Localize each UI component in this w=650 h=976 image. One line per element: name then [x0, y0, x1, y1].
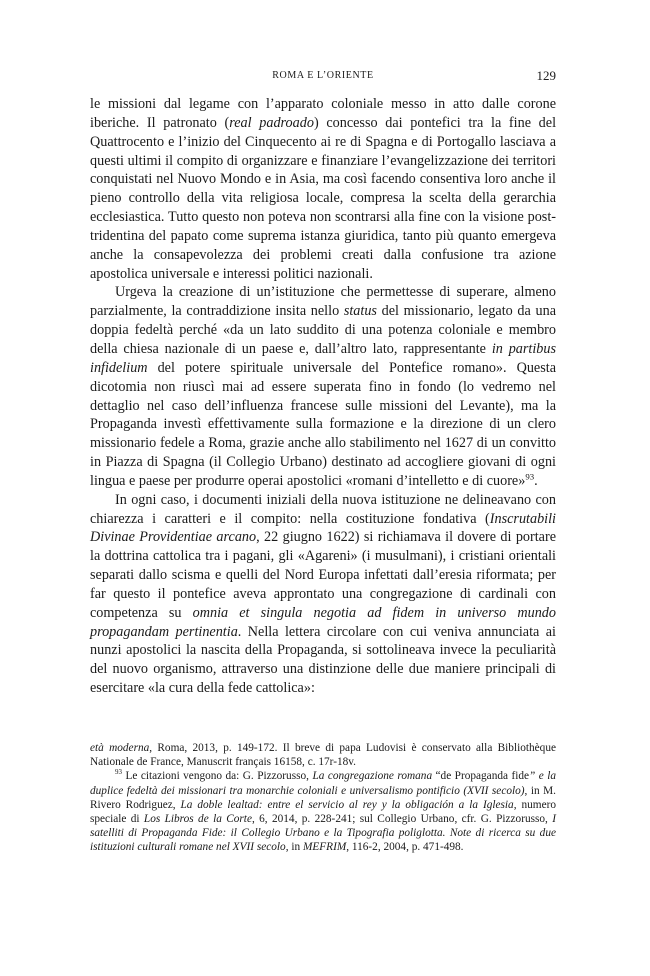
footnote-ref: 93	[525, 471, 535, 482]
italic-text: real padroado	[229, 114, 314, 131]
italic-text: MEFRIM	[302, 841, 347, 854]
footnote-continuation: età moderna, Roma, 2013, p. 149-172. Il breve di papa Ludovisi è conservato alla Bibliothèque Nationale de France, Manuscrit français 16158, c. 17r-18v.	[90, 742, 556, 769]
page-number: 129	[536, 68, 556, 83]
italic-text: in partibus infidelium	[90, 340, 556, 376]
running-title: ROMA E L’ORIENTE	[272, 70, 374, 81]
italic-text: età moderna	[90, 742, 150, 754]
italic-text: Los Libros de la Corte	[143, 813, 252, 826]
paragraph-2: Urgeva la creazione di un’istituzione che permettesse di superare, almeno parzialmente, la contraddizione insita nello status del missionario, legato da una doppia fedeltà perché «da un lato suddito di una potenza coloniale e membro della chiesa nazionale di un paese e, dall’altro lato, rappresentante in partibus infidelium del potere spirituale universale del Pontefice romano». Questa dicotomia non riuscì mai ad essere superata fino in fondo (lo vedremo nel dettaglio nel caso dell’influenza francese sulle missioni del Levante), ma la Propaganda investì effettivamente sulla formazione e la direzione di un clero missionario fedele a Roma, grazie anche allo stabilimento nel 1627 di un convitto in Piazza di Spagna (il Collegio Urbano) destinato ad accogliere giovani di ogni lingua e paese per produrre operai apostolici «romani d’intelletto e di cuore»$^{93}$.	[90, 284, 556, 489]
italic-text: omnia et singula negotia ad fidem in universo mundo propagandam pertinentia	[90, 604, 556, 640]
page-header	[90, 68, 556, 86]
footnote-93: $^{93}$ Le citazioni vengono da: G. Pizzorusso, La congregazione romana “de Propaganda fide” e la duplice fedeltà dei missionari tra monarchie coloniali e universalismo pontificio (XVII secolo), in M. Rivero Rodriguez, La doble lealtad: entre el servicio al rey y la obligación a la Iglesia, numero speciale di Los Libros de la Corte, 6, 2014, p. 228-241; sul Collegio Urbano, cfr. G. Pizzorusso, I satelliti di Propaganda Fide: il Collegio Urbano e la Tipografia poliglotta. Note di ricerca su due istituzioni culturali romane nel XVII secolo, in MEFRIM, 116-2, 2004, p. 471-498.	[90, 768, 557, 854]
italic-text: La doble lealtad: entre el servicio al rey y la obligación a la Iglesia	[180, 798, 514, 811]
footnotes	[90, 741, 556, 855]
footnote-ref: 93	[115, 768, 122, 777]
paragraph-1: le missioni dal legame con l’apparato coloniale messo in atto dalle corone iberiche. Il patronato (real padroado) concesso dai pontefici tra la fine del Quattrocento e l’inizio del Cinquecento ai re di Spagna e di Portogallo lasciava a questi ultimi il compito di organizzare e finanziare l’evangelizzazione dei territori conquistati nel Nuovo Mondo e in Asia, ma così facendo consentiva loro anche il pieno controllo della vita religiosa locale, compresa la scelta della gerarchia ecclesiastica. Tutto questo non poteva non scontrarsi alla fine con la visione post-tridentina del papato come suprema istanza giuridica, tanto più quanto emergeva anche la consapevolezza dei problemi creati dalla confusione tra azione apostolica universale e interessi politici nazionali.	[90, 96, 557, 282]
italic-text: Inscrutabili Divinae Providentiae arcano	[90, 510, 556, 546]
italic-text: La congregazione romana	[312, 770, 433, 783]
paragraph-3: In ogni caso, i documenti iniziali della nuova istituzione ne delineavano con chiarezza i caratteri e il compito: nella costituzione fondativa (Inscrutabili Divinae Providentiae arcano, 22 giugno 1622) si richiamava il dovere di portare la dottrina cattolica tra i pagani, gli «Agareni» (i musulmani), i cristiani orientali separati dallo scisma e quelli del Nord Europa infettati dall’eresia riformata; per far questo il pontefice aveva approntato una congregazione di cardinali con competenza su omnia et singula negotia ad fidem in universo mundo propagandam pertinentia. Nella lettera circolare con cui veniva annunciata ai nunzi apostolici la nascita della Propaganda, si sottolineava invece la peculiarità del nuovo organismo, attraverso una distinzione delle due maniere principali di esercitare «la cura della fede cattolica»:	[90, 491, 556, 697]
italic-text: ” e la duplice fedeltà dei missionari tra monarchie coloniali e universalismo pontificio (XVII secolo)	[90, 770, 557, 797]
italic-text: I satelliti di Propaganda Fide: il Collegio Urbano e la Tipografia poliglotta. Note di ricerca su due istituzioni culturali romane nel XVII secolo	[90, 813, 556, 854]
main-text	[90, 95, 556, 698]
italic-text: status	[343, 303, 377, 320]
